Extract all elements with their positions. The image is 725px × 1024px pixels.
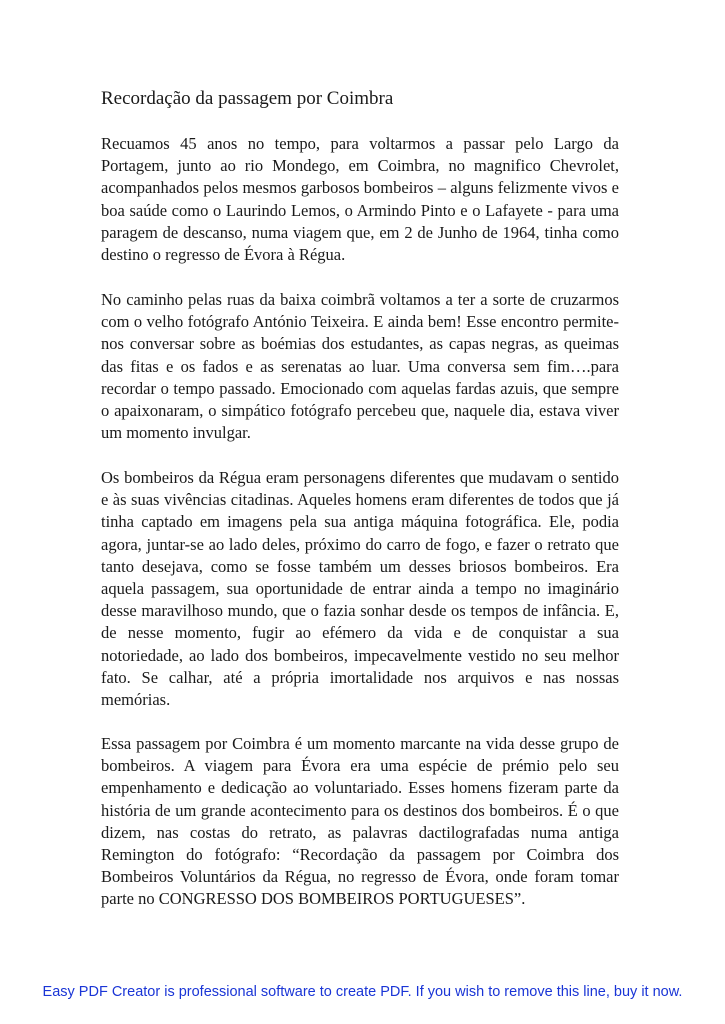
- pdf-creator-footer-notice: Easy PDF Creator is professional software to create PDF. If you wish to remove this line, buy it now.: [42, 984, 683, 1000]
- paragraph-2: No caminho pelas ruas da baixa coimbrã voltamos a ter a sorte de cruzarmos com o velho fotógrafo António Teixeira. E ainda bem! Esse encontro permite-nos conversar sobre as boémias dos estudantes, as capas negras, as queimas das fitas e os fados e as serenatas ao luar. Uma conversa sem fim….para recordar o tempo passado. Emocionado com aquelas fardas azuis, que sempre o apaixonaram, o simpático fotógrafo percebeu que, naquele dia, estava viver um momento invulgar.: [101, 290, 619, 443]
- paragraph-3: Os bombeiros da Régua eram personagens diferentes que mudavam o sentido e às suas vivências citadinas. Aqueles homens eram diferentes de todos que já tinha captado em imagens pela sua antiga máquina fotográfica. Ele, podia agora, juntar-se ao lado deles, próximo do carro de fogo, e fazer o retrato que tanto desejava, como se fosse também um desses briosos bombeiros. Era aquela passagem, sua oportunidade de entrar ainda a tempo no imaginário desse maravilhoso mundo, que o fazia sonhar desde os tempos de infância. E, de nesse momento, fugir ao efémero da vida e de conquistar a sua notoriedade, ao lado dos bombeiros, impecavelmente vestido no seu melhor fato. Se calhar, até a própria imortalidade nos arquivos e nas nossas memórias.: [101, 468, 619, 710]
- paragraph-1: Recuamos 45 anos no tempo, para voltarmos a passar pelo Largo da Portagem, junto ao rio Mondego, em Coimbra, no magnifico Chevrolet, acompanhados pelos mesmos garbosos bombeiros – alguns felizmente vivos e boa saúde como o Laurindo Lemos, o Armindo Pinto e o Lafayete - para uma paragem de descanso, numa viagem que, em 2 de Junho de 1964, tinha como destino o regresso de Évora à Régua.: [101, 134, 619, 265]
- document-title: Recordação da passagem por Coimbra: [101, 88, 394, 109]
- paragraph-4: Essa passagem por Coimbra é um momento marcante na vida desse grupo de bombeiros. A viagem para Évora era uma espécie de prémio pelo seu empenhamento e dedicação ao voluntariado. Esses homens fizeram parte da história de um grande acontecimento para os destinos dos bombeiros. É o que dizem, nas costas do retrato, as palavras dactilografadas numa antiga Remington do fotógrafo: “Recordação da passagem por Coimbra dos Bombeiros Voluntários da Régua, no regresso de Évora, onde foram tomar parte no CONGRESSO DOS BOMBEIROS PORTUGUESES”.: [101, 734, 619, 909]
